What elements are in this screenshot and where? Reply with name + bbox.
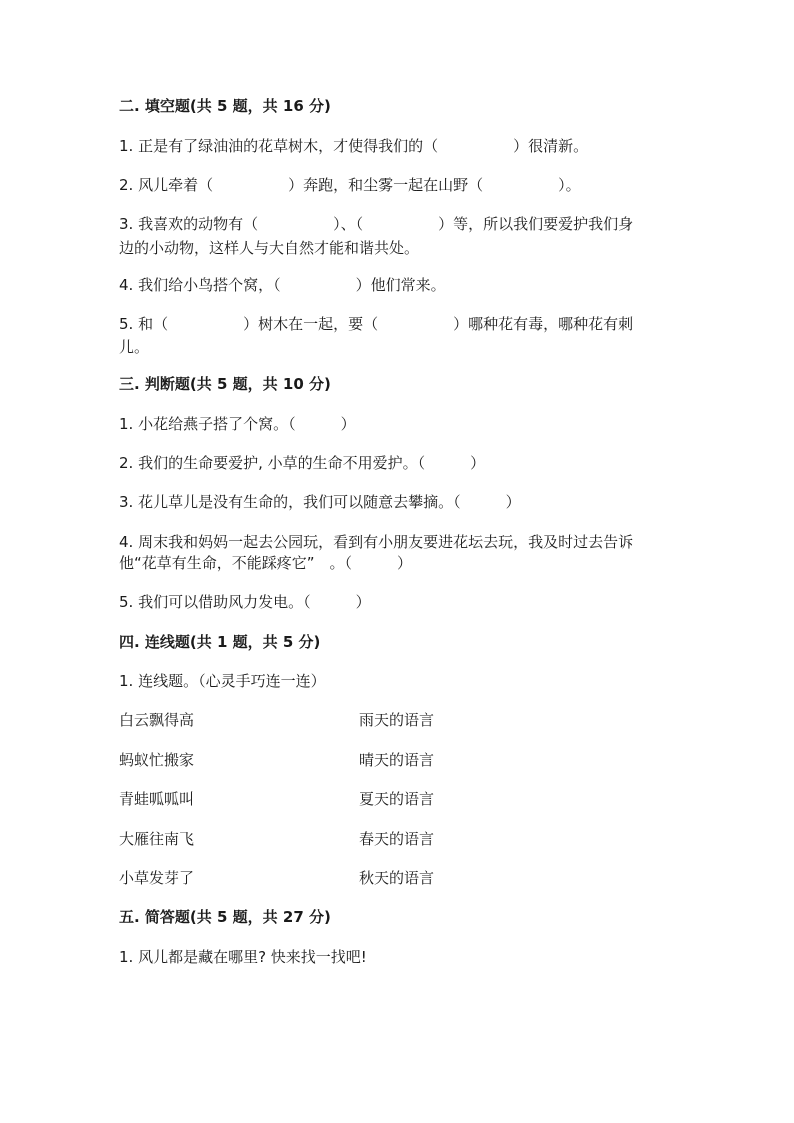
judge-question-1: 1. 小花给燕子搭了个窝。（ ）	[119, 415, 356, 433]
fill-question-3-line2: 边的小动物，这样人与大自然才能和谐共处。	[119, 239, 420, 257]
judge-question-4-line1: 4. 周末我和妈妈一起去公园玩，看到有小朋友要进花坛去玩，我及时过去告诉	[119, 533, 634, 551]
fill-question-4: 4. 我们给小鸟搭个窝，（ ）他们常来。	[119, 276, 446, 294]
fill-question-3-line1: 3. 我喜欢的动物有（ ）、（ ）等，所以我们要爱护我们身	[119, 215, 634, 233]
match-right-item: 夏天的语言	[359, 790, 435, 808]
section-heading-fill: 二. 填空题(共 5 题，共 16 分)	[119, 97, 331, 115]
judge-question-4-line2: 他“花草有生命，不能踩疼它” 。（ ）	[119, 554, 413, 572]
match-question-1: 1. 连线题。（心灵手巧连一连）	[119, 672, 326, 690]
judge-question-3: 3. 花儿草儿是没有生命的，我们可以随意去攀摘。（ ）	[119, 493, 521, 511]
match-left-item: 小草发芽了	[119, 869, 195, 887]
fill-question-2: 2. 风儿牵着（ ）奔跑，和尘雾一起在山野（ ）。	[119, 176, 581, 194]
fill-question-5-line1: 5. 和（ ）树木在一起，要（ ）哪种花有毒，哪种花有刺	[119, 315, 634, 333]
judge-question-5: 5. 我们可以借助风力发电。（ ）	[119, 593, 371, 611]
fill-question-1: 1. 正是有了绿油油的花草树木，才使得我们的（ ）很清新。	[119, 137, 589, 155]
match-left-item: 白云飘得高	[119, 711, 195, 729]
match-right-item: 春天的语言	[359, 830, 435, 848]
section-heading-short: 五. 简答题(共 5 题，共 27 分)	[119, 908, 331, 926]
match-left-item: 大雁往南飞	[119, 830, 195, 848]
match-right-item: 秋天的语言	[359, 869, 435, 887]
judge-question-2: 2. 我们的生命要爱护, 小草的生命不用爱护。（ ）	[119, 454, 486, 472]
match-right-item: 雨天的语言	[359, 711, 435, 729]
match-left-item: 蚂蚁忙搬家	[119, 751, 195, 769]
section-heading-judge: 三. 判断题(共 5 题，共 10 分)	[119, 375, 331, 393]
match-left-item: 青蛙呱呱叫	[119, 790, 195, 808]
fill-question-5-line2: 儿。	[119, 338, 150, 356]
match-right-item: 晴天的语言	[359, 751, 435, 769]
short-question-1: 1. 风儿都是藏在哪里? 快来找一找吧!	[119, 948, 367, 966]
section-heading-match: 四. 连线题(共 1 题，共 5 分)	[119, 633, 321, 651]
